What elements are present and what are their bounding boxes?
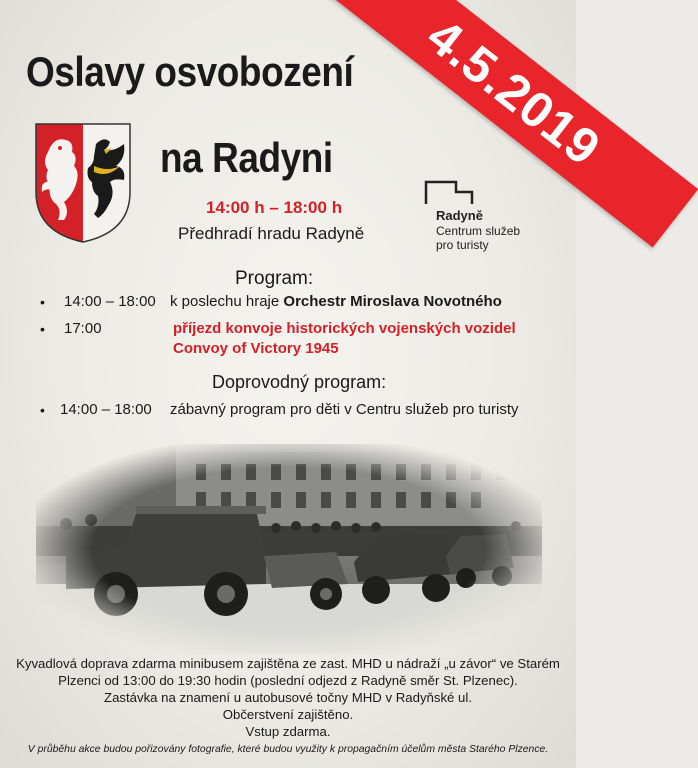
event-place: Předhradí hradu Radyně bbox=[178, 224, 365, 243]
program-item-1 bbox=[64, 293, 156, 310]
program-item-2-time: 17:00 bbox=[64, 320, 102, 337]
program-heading: Program: bbox=[235, 268, 314, 289]
title-line-1: Oslavy osvobození bbox=[26, 48, 354, 95]
program-item-highlight: Orchestr Miroslava Novotného bbox=[283, 293, 502, 310]
date-text: 4.5.2019 bbox=[416, 7, 612, 177]
footer-line-5: Vstup zdarma. bbox=[245, 724, 331, 739]
program-item-time: 14:00 – 18:00 bbox=[64, 293, 156, 310]
side-program-item-text: zábavný program pro děti v Centru služeb pro turisty bbox=[170, 401, 519, 418]
transport-info bbox=[0, 655, 576, 740]
side-program-item-time: 14:00 – 18:00 bbox=[60, 401, 152, 418]
program-item-2-highlight-2: Convoy of Victory 1945 bbox=[173, 340, 339, 357]
coat-of-arms-icon bbox=[34, 122, 132, 244]
program-item-2-highlight-1: příjezd konvoje historických vojenských vozidel bbox=[173, 320, 516, 337]
logo-line-1: Centrum služeb bbox=[436, 224, 521, 238]
historical-convoy-photo bbox=[36, 444, 542, 654]
footer-line-3: Zastávka na znamení u autobusové točny MHD v Radyňské ul. bbox=[104, 690, 472, 705]
event-time: 14:00 h – 18:00 h bbox=[206, 198, 343, 217]
bullet-dot: • bbox=[40, 321, 45, 337]
logo-line-2: pro turisty bbox=[436, 238, 489, 252]
bullet-dot: • bbox=[40, 402, 45, 418]
program-item-text: k poslechu hraje bbox=[170, 293, 284, 310]
side-program-heading: Doprovodný program: bbox=[212, 372, 387, 392]
logo-name: Radyně bbox=[436, 208, 483, 223]
photo-notice: V průběhu akce budou pořizovány fotografie, které budou využity k propagačním účelům města Starého Plzence. bbox=[27, 744, 549, 755]
footer-line-1: Kyvadlová doprava zdarma minibusem zajištěna ze zast. MHD u nádraží „u závor“ ve Starém bbox=[16, 656, 560, 671]
title-line-2: na Radyni bbox=[160, 134, 333, 181]
footer-line-2: Plzenci od 13:00 do 19:30 hodin (poslední odjezd z Radyně směr St. Plzenec). bbox=[58, 673, 518, 688]
program-item-1-text bbox=[170, 293, 502, 310]
footer-line-4: Občerstvení zajištěno. bbox=[222, 707, 354, 722]
bullet-dot: • bbox=[40, 294, 45, 310]
